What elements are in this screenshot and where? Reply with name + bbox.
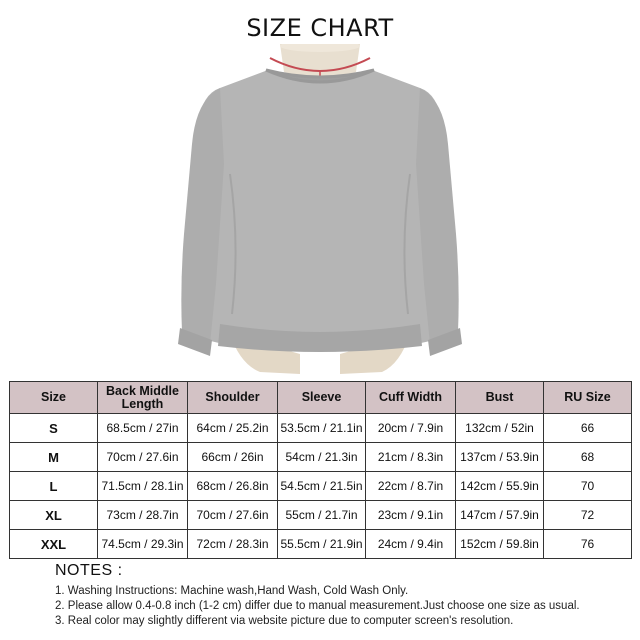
column-header-sleeve: Sleeve — [278, 382, 366, 414]
table-cell: 137cm / 53.9in — [456, 443, 544, 472]
notes-section — [55, 562, 635, 629]
table-cell: 54cm / 21.3in — [278, 443, 366, 472]
table-cell: 55cm / 21.7in — [278, 501, 366, 530]
size-cell: S — [10, 414, 98, 443]
table-cell: 55.5cm / 21.9in — [278, 530, 366, 559]
table-row — [10, 472, 632, 501]
note-item: 3. Real color may slightly different via website picture due to computer screen's resolution. — [55, 615, 514, 627]
page-title: SIZE CHART — [246, 14, 394, 42]
table-row — [10, 414, 632, 443]
table-cell: 68 — [544, 443, 632, 472]
table-cell: 21cm / 8.3in — [366, 443, 456, 472]
table-cell: 22cm / 8.7in — [366, 472, 456, 501]
column-header-size: Size — [10, 382, 98, 414]
table-row — [10, 501, 632, 530]
table-cell: 70cm / 27.6in — [188, 501, 278, 530]
size-chart-table — [9, 381, 632, 559]
table-cell: 24cm / 9.4in — [366, 530, 456, 559]
note-item: 2. Please allow 0.4-0.8 inch (1-2 cm) differ due to manual measurement.Just choose one size as usual. — [55, 600, 580, 612]
table-cell: 70 — [544, 472, 632, 501]
table-cell: 68cm / 26.8in — [188, 472, 278, 501]
table-row — [10, 443, 632, 472]
column-header-ru-size: RU Size — [544, 382, 632, 414]
sweatshirt-body — [188, 70, 451, 350]
table-cell: 23cm / 9.1in — [366, 501, 456, 530]
table-header-row — [10, 382, 632, 414]
table-cell: 152cm / 59.8in — [456, 530, 544, 559]
size-cell: XXL — [10, 530, 98, 559]
table-cell: 66cm / 26in — [188, 443, 278, 472]
notes-title: NOTES : — [55, 562, 123, 579]
table-cell: 70cm / 27.6in — [98, 443, 188, 472]
size-cell: M — [10, 443, 98, 472]
column-header-bust: Bust — [456, 382, 544, 414]
note-item: 1. Washing Instructions: Machine wash,Hand Wash, Cold Wash Only. — [55, 585, 409, 597]
table-cell: 73cm / 28.7in — [98, 501, 188, 530]
table-cell: 72cm / 28.3in — [188, 530, 278, 559]
table-cell: 72 — [544, 501, 632, 530]
column-header-back-middle-length: Back Middle Length — [98, 382, 188, 414]
table-cell: 53.5cm / 21.1in — [278, 414, 366, 443]
size-cell: L — [10, 472, 98, 501]
table-cell: 142cm / 55.9in — [456, 472, 544, 501]
table-cell: 66 — [544, 414, 632, 443]
sweatshirt-on-mannequin-icon — [120, 44, 520, 374]
table-cell: 147cm / 57.9in — [456, 501, 544, 530]
table-cell: 54.5cm / 21.5in — [278, 472, 366, 501]
table-cell: 132cm / 52in — [456, 414, 544, 443]
size-cell: XL — [10, 501, 98, 530]
table-cell: 68.5cm / 27in — [98, 414, 188, 443]
table-row — [10, 530, 632, 559]
table-cell: 76 — [544, 530, 632, 559]
table-cell: 74.5cm / 29.3in — [98, 530, 188, 559]
table-cell: 64cm / 25.2in — [188, 414, 278, 443]
column-header-shoulder: Shoulder — [188, 382, 278, 414]
column-header-cuff-width: Cuff Width — [366, 382, 456, 414]
table-cell: 20cm / 7.9in — [366, 414, 456, 443]
table-cell: 71.5cm / 28.1in — [98, 472, 188, 501]
